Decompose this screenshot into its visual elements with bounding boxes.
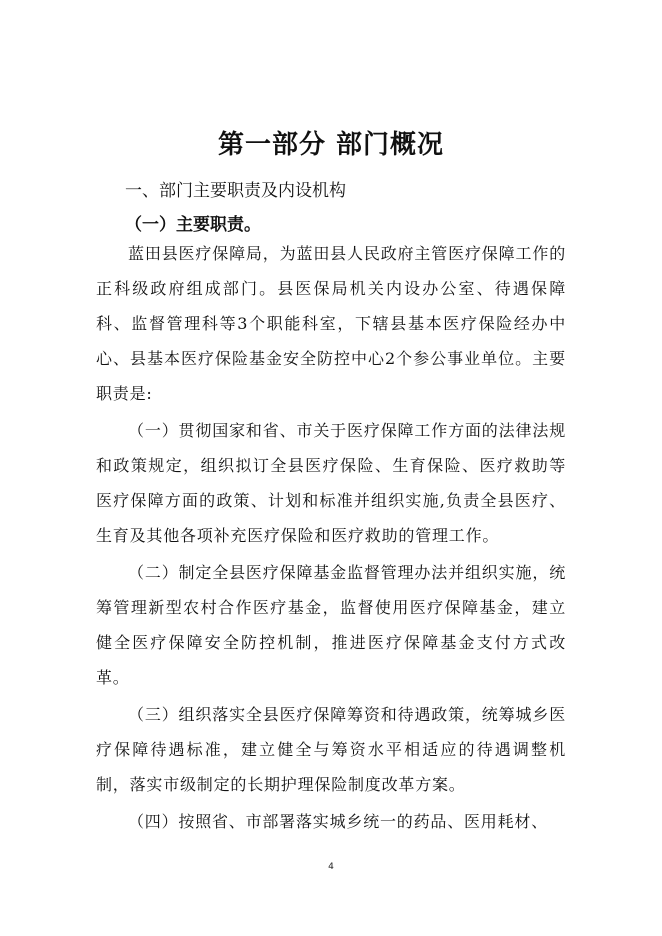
page-number: 4 [328, 862, 334, 872]
paragraph-duty-4: （四）按照省、市部署落实城乡统一的药品、医用耗材、 [128, 812, 549, 831]
subsection-heading: （一）主要职责。 [125, 215, 261, 235]
paragraph-intro: 蓝田县医疗保障局，为蓝田县人民政府主管医疗保障工作的正科级政府组成部门。县医保局机关内设办公室、待遇保障科、监督管理科等3个职能科室，下辖县基本医疗保险经办中心、县基本医疗保险基金安全防控中心2个参公事业单位。主要职责是: [96, 244, 566, 403]
paragraph-duty-3: （三）组织落实全县医疗保障筹资和待遇政策，统筹城乡医疗保障待遇标准，建立健全与筹资水平相适应的待遇调整机制，落实市级制定的长期护理保险制度改革方案。 [96, 705, 566, 794]
page-title: 第一部分 部门概况 [217, 130, 445, 160]
paragraph-duty-1: （一）贯彻国家和省、市关于医疗保障工作方面的法律法规和政策规定，组织拟订全县医疗保险、生育保险、医疗救助等医疗保障方面的政策、计划和标准并组织实施,负责全县医疗、生育及其他各项补充医疗保险和医疗救助的管理工作。 [96, 421, 566, 545]
paragraph-duty-2: （二）制定全县医疗保障基金监督管理办法并组织实施，统筹管理新型农村合作医疗基金，监督使用医疗保障基金，建立健全医疗保障安全防控机制，推进医疗保障基金支付方式改革。 [96, 563, 566, 687]
section-heading: 一、部门主要职责及内设机构 [125, 181, 346, 201]
body-text [96, 236, 566, 839]
